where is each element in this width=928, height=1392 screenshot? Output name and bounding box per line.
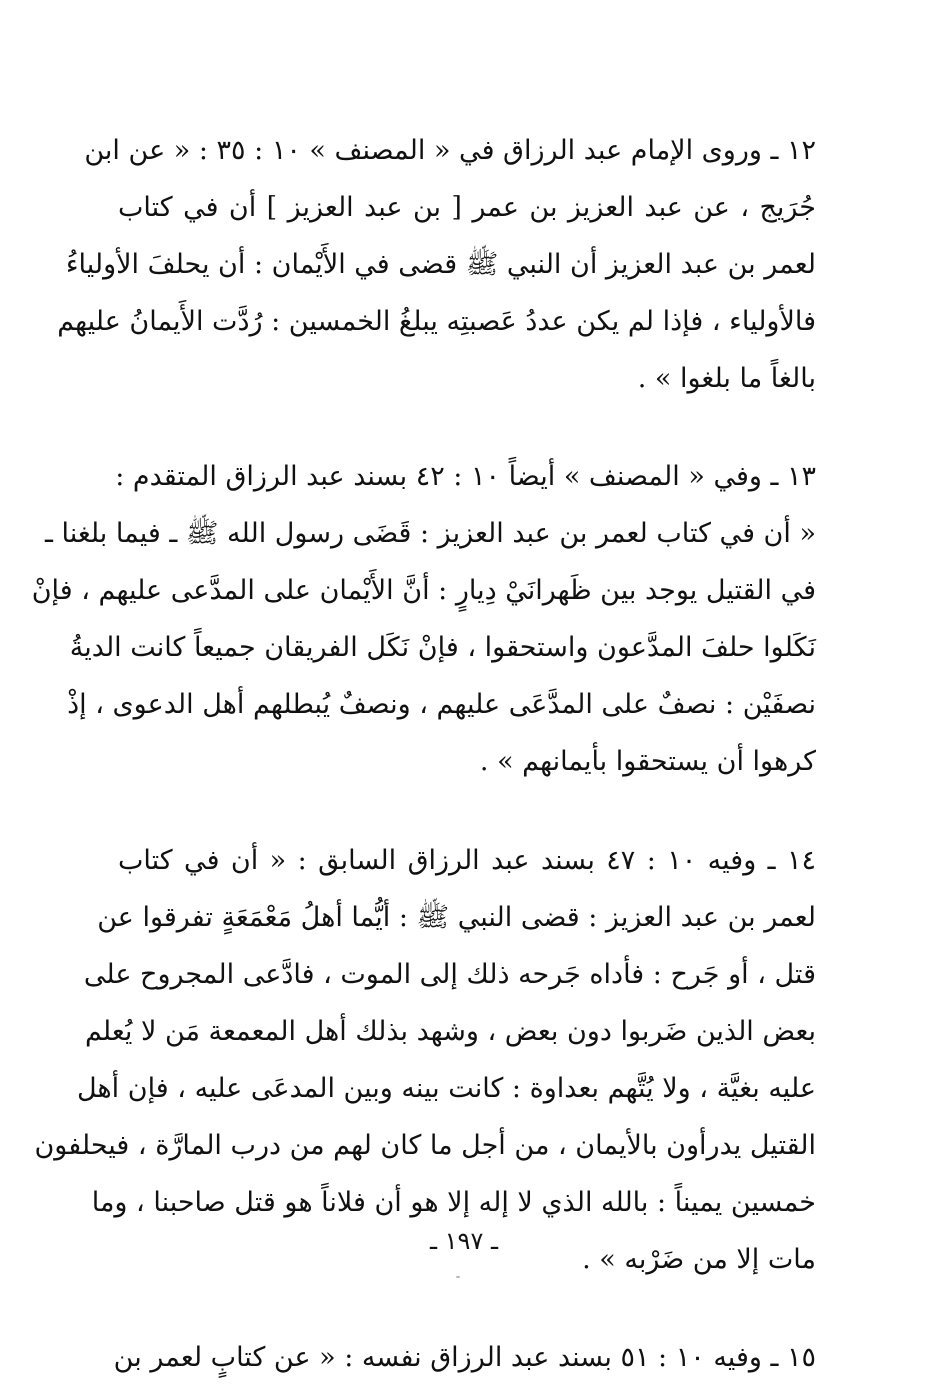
text-line: عليه بغيَّة ، ولا يُتَّهم بعداوة : كانت بينه وبين المدعَى عليه ، فإن أهل (76, 1073, 816, 1104)
page-number: ـ ١٩٧ ـ (429, 1227, 498, 1255)
text-line: لعمر بن عبد العزيز : قضى النبي ﷺ : أيُّما أهلُ مَعْمَعَةٍ تفرقوا عن (97, 902, 816, 933)
paragraph-13 (31, 448, 816, 790)
scan-speck (456, 1276, 460, 1278)
text-line: قتل ، أو جَرح : فأداه جَرحه ذلك إلى الموت ، فادَّعى المجروح على (83, 959, 816, 990)
text-line: بالغاً ما بلغوا » . (637, 363, 816, 394)
text-line: ١٣ ـ وفي « المصنف » أيضاً ١٠ : ٤٢ بسند عبد الرزاق المتقدم : (115, 461, 816, 492)
text-line: نصفَيْن : نصفٌ على المدَّعَى عليهم ، ونصفٌ يُبطلهم أهل الدعوى ، إذْ (67, 689, 816, 720)
text-line: « أن في كتاب لعمر بن عبد العزيز : قَضَى رسول الله ﷺ ـ فيما بلغنا ـ (44, 518, 816, 549)
text-line: مات إلا من ضَرْبه » . (582, 1244, 816, 1275)
text-line: ١٥ ـ وفيه ١٠ : ٥١ بسند عبد الرزاق نفسه : « عن كتابٍ لعمر بن (113, 1342, 816, 1373)
paragraph-gap (118, 407, 816, 448)
text-line: لعمر بن عبد العزيز أن النبي ﷺ قضى في الأَيْمان : أن يحلفَ الأولياءُ (65, 249, 816, 280)
paragraph-14 (34, 832, 816, 1288)
text-line: خمسين يميناً : بالله الذي لا إله إلا هو أن فلاناً هو قتل صاحبنا ، وما (91, 1187, 816, 1218)
text-line: بعض الذين ضَربوا دون بعض ، وشهد بذلك أهل المعمعة مَن لا يُعلم (84, 1016, 816, 1047)
text-line: جُرَيج ، عن عبد العزيز بن عمر [ بن عبد العزيز ] أن في كتاب (118, 192, 816, 223)
paragraph-gap (118, 1288, 816, 1329)
text-line: ١٢ ـ وروى الإمام عبد الرزاق في « المصنف » ١٠ : ٣٥ : « عن ابن (84, 135, 816, 166)
text-line: نَكَلوا حلفَ المدَّعون واستحقوا ، فإنْ نَكَل الفريقان جميعاً كانت الديةُ (69, 632, 816, 663)
paragraph-gap (118, 790, 816, 832)
text-line: القتيل يدرأون بالأيمان ، من أجل ما كان لهم من درب المارَّة ، فيحلفون (34, 1130, 816, 1161)
text-line: ١٤ ـ وفيه ١٠ : ٤٧ بسند عبد الرزاق السابق : « أن في كتاب (118, 845, 816, 876)
page-body (31, 122, 816, 1386)
text-line: في القتيل يوجد بين ظَهرانَيْ دِيارٍ : أنَّ الأَيْمان على المدَّعى عليهم ، فإنْ (31, 575, 816, 606)
text-line: فالأولياء ، فإذا لم يكن عددُ عَصبتِه يبلغُ الخمسين : رُدَّت الأَيمانُ عليهم (57, 306, 816, 337)
paragraph-15 (113, 1329, 816, 1386)
text-line: كرهوا أن يستحقوا بأيمانهم » . (479, 746, 816, 777)
paragraph-12 (57, 122, 816, 407)
